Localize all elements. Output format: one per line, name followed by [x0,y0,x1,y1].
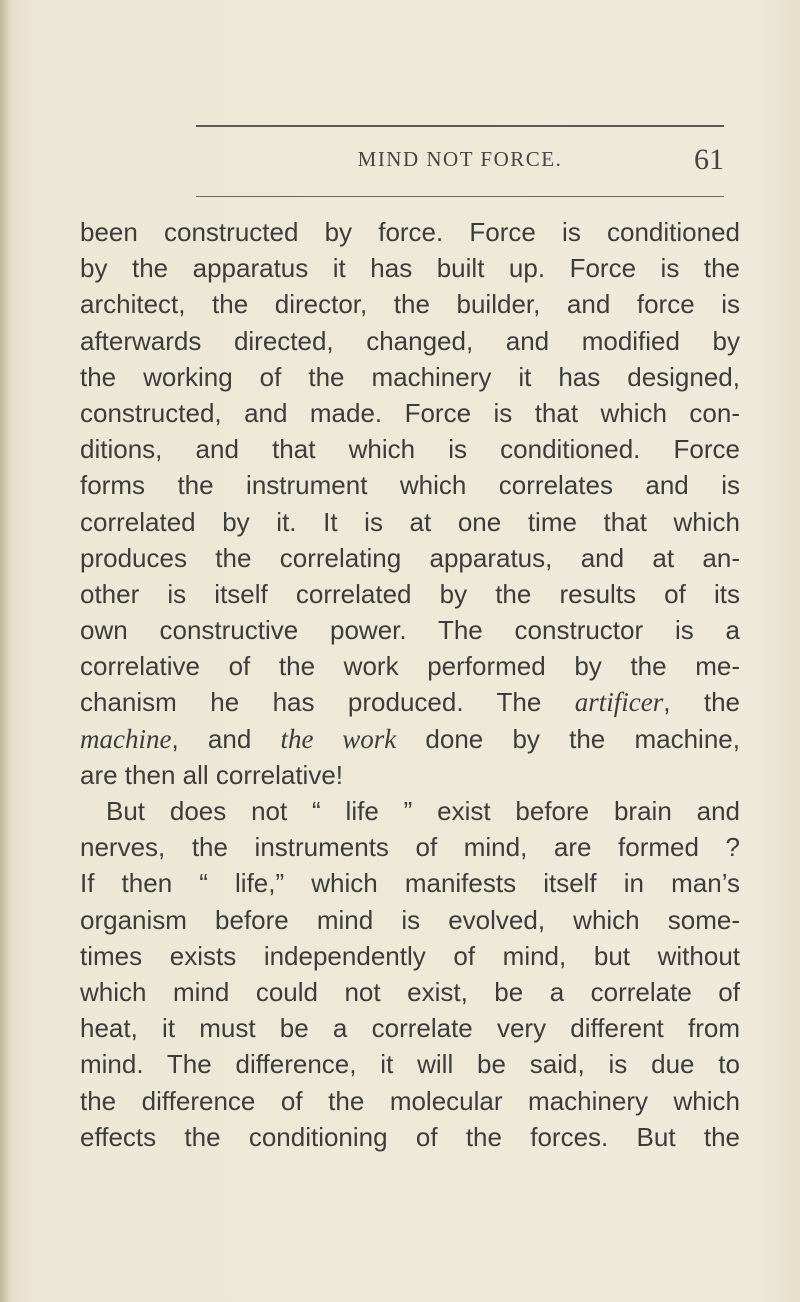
text-line [80,865,740,901]
text-run: correlated by it. It is at one time that which [80,506,740,537]
text-run: which mind could not exist, be a correlate of [80,976,740,1007]
text-line [80,829,740,865]
text-run: But does not “ life ” exist before brain and [106,796,740,826]
italic-word: artificer [574,687,664,718]
text-line [80,648,740,684]
text-line [80,938,740,974]
text-run: afterwards directed, changed, and modified by [80,325,740,356]
text-line [80,1119,740,1155]
text-line [80,793,740,829]
text-line [80,214,740,250]
text-run: by the apparatus it has built up. Force is the [80,253,740,284]
text-line [80,504,740,540]
text-run: are then all correlative! [80,759,344,790]
page-number: 61 [694,143,724,176]
page-spine-shadow [0,0,10,1302]
text-run: own constructive power. The constructor is a [80,615,740,646]
text-line [80,721,740,757]
header-bottom-rule [196,196,724,197]
text-run: been constructed by force. Force is conditioned [80,217,740,247]
text-line [80,684,740,720]
text-run: effects the conditioning of the forces. But the [80,1121,740,1152]
italic-word: the work [280,723,397,754]
text-line [80,540,740,576]
text-run: correlative of the work performed by the me- [80,651,740,682]
text-run: done by the machine, [396,723,740,754]
text-run: produces the correlating apparatus, and at an- [80,542,740,573]
text-run: mind. The difference, it will be said, is due to [80,1049,740,1080]
text-run: heat, it must be a correlate very different from [80,1013,740,1044]
text-line [80,286,740,322]
text-run: , the [663,687,741,718]
text-line [80,612,740,648]
text-run: times exists independently of mind, but without [80,940,740,971]
text-run: the difference of the molecular machinery which [80,1085,740,1116]
text-run: the working of the machinery it has designed, [80,361,740,392]
text-line [80,902,740,938]
text-run: other is itself correlated by the results of its [80,578,740,609]
running-header [196,143,724,183]
text-line [80,250,740,286]
running-head-title: MIND NOT FORCE. [357,147,563,171]
paragraph [80,793,740,1155]
text-line [80,467,740,503]
text-line [80,395,740,431]
text-run: , and [171,723,281,754]
text-line [80,757,740,793]
body-text [80,214,740,1155]
text-line [80,1010,740,1046]
italic-word: machine [80,723,172,754]
text-run: constructed, and made. Force is that which con- [80,397,740,428]
text-run: organism before mind is evolved, which some- [80,904,740,935]
text-line [80,1046,740,1082]
text-run: If then “ life,” which manifests itself in man’s [80,868,740,899]
text-run: chanism he has produced. The [80,687,575,718]
text-line [80,1083,740,1119]
text-run: nerves, the instruments of mind, are formed ? [80,832,740,863]
text-line [80,431,740,467]
text-line [80,576,740,612]
text-line [80,359,740,395]
text-run: forms the instrument which correlates and is [80,470,740,501]
text-run: ditions, and that which is conditioned. Force [80,434,740,465]
header-top-rule [196,125,724,127]
text-line [80,974,740,1010]
text-line [80,323,740,359]
text-run: architect, the director, the builder, and force is [80,289,740,320]
paragraph [80,214,740,793]
